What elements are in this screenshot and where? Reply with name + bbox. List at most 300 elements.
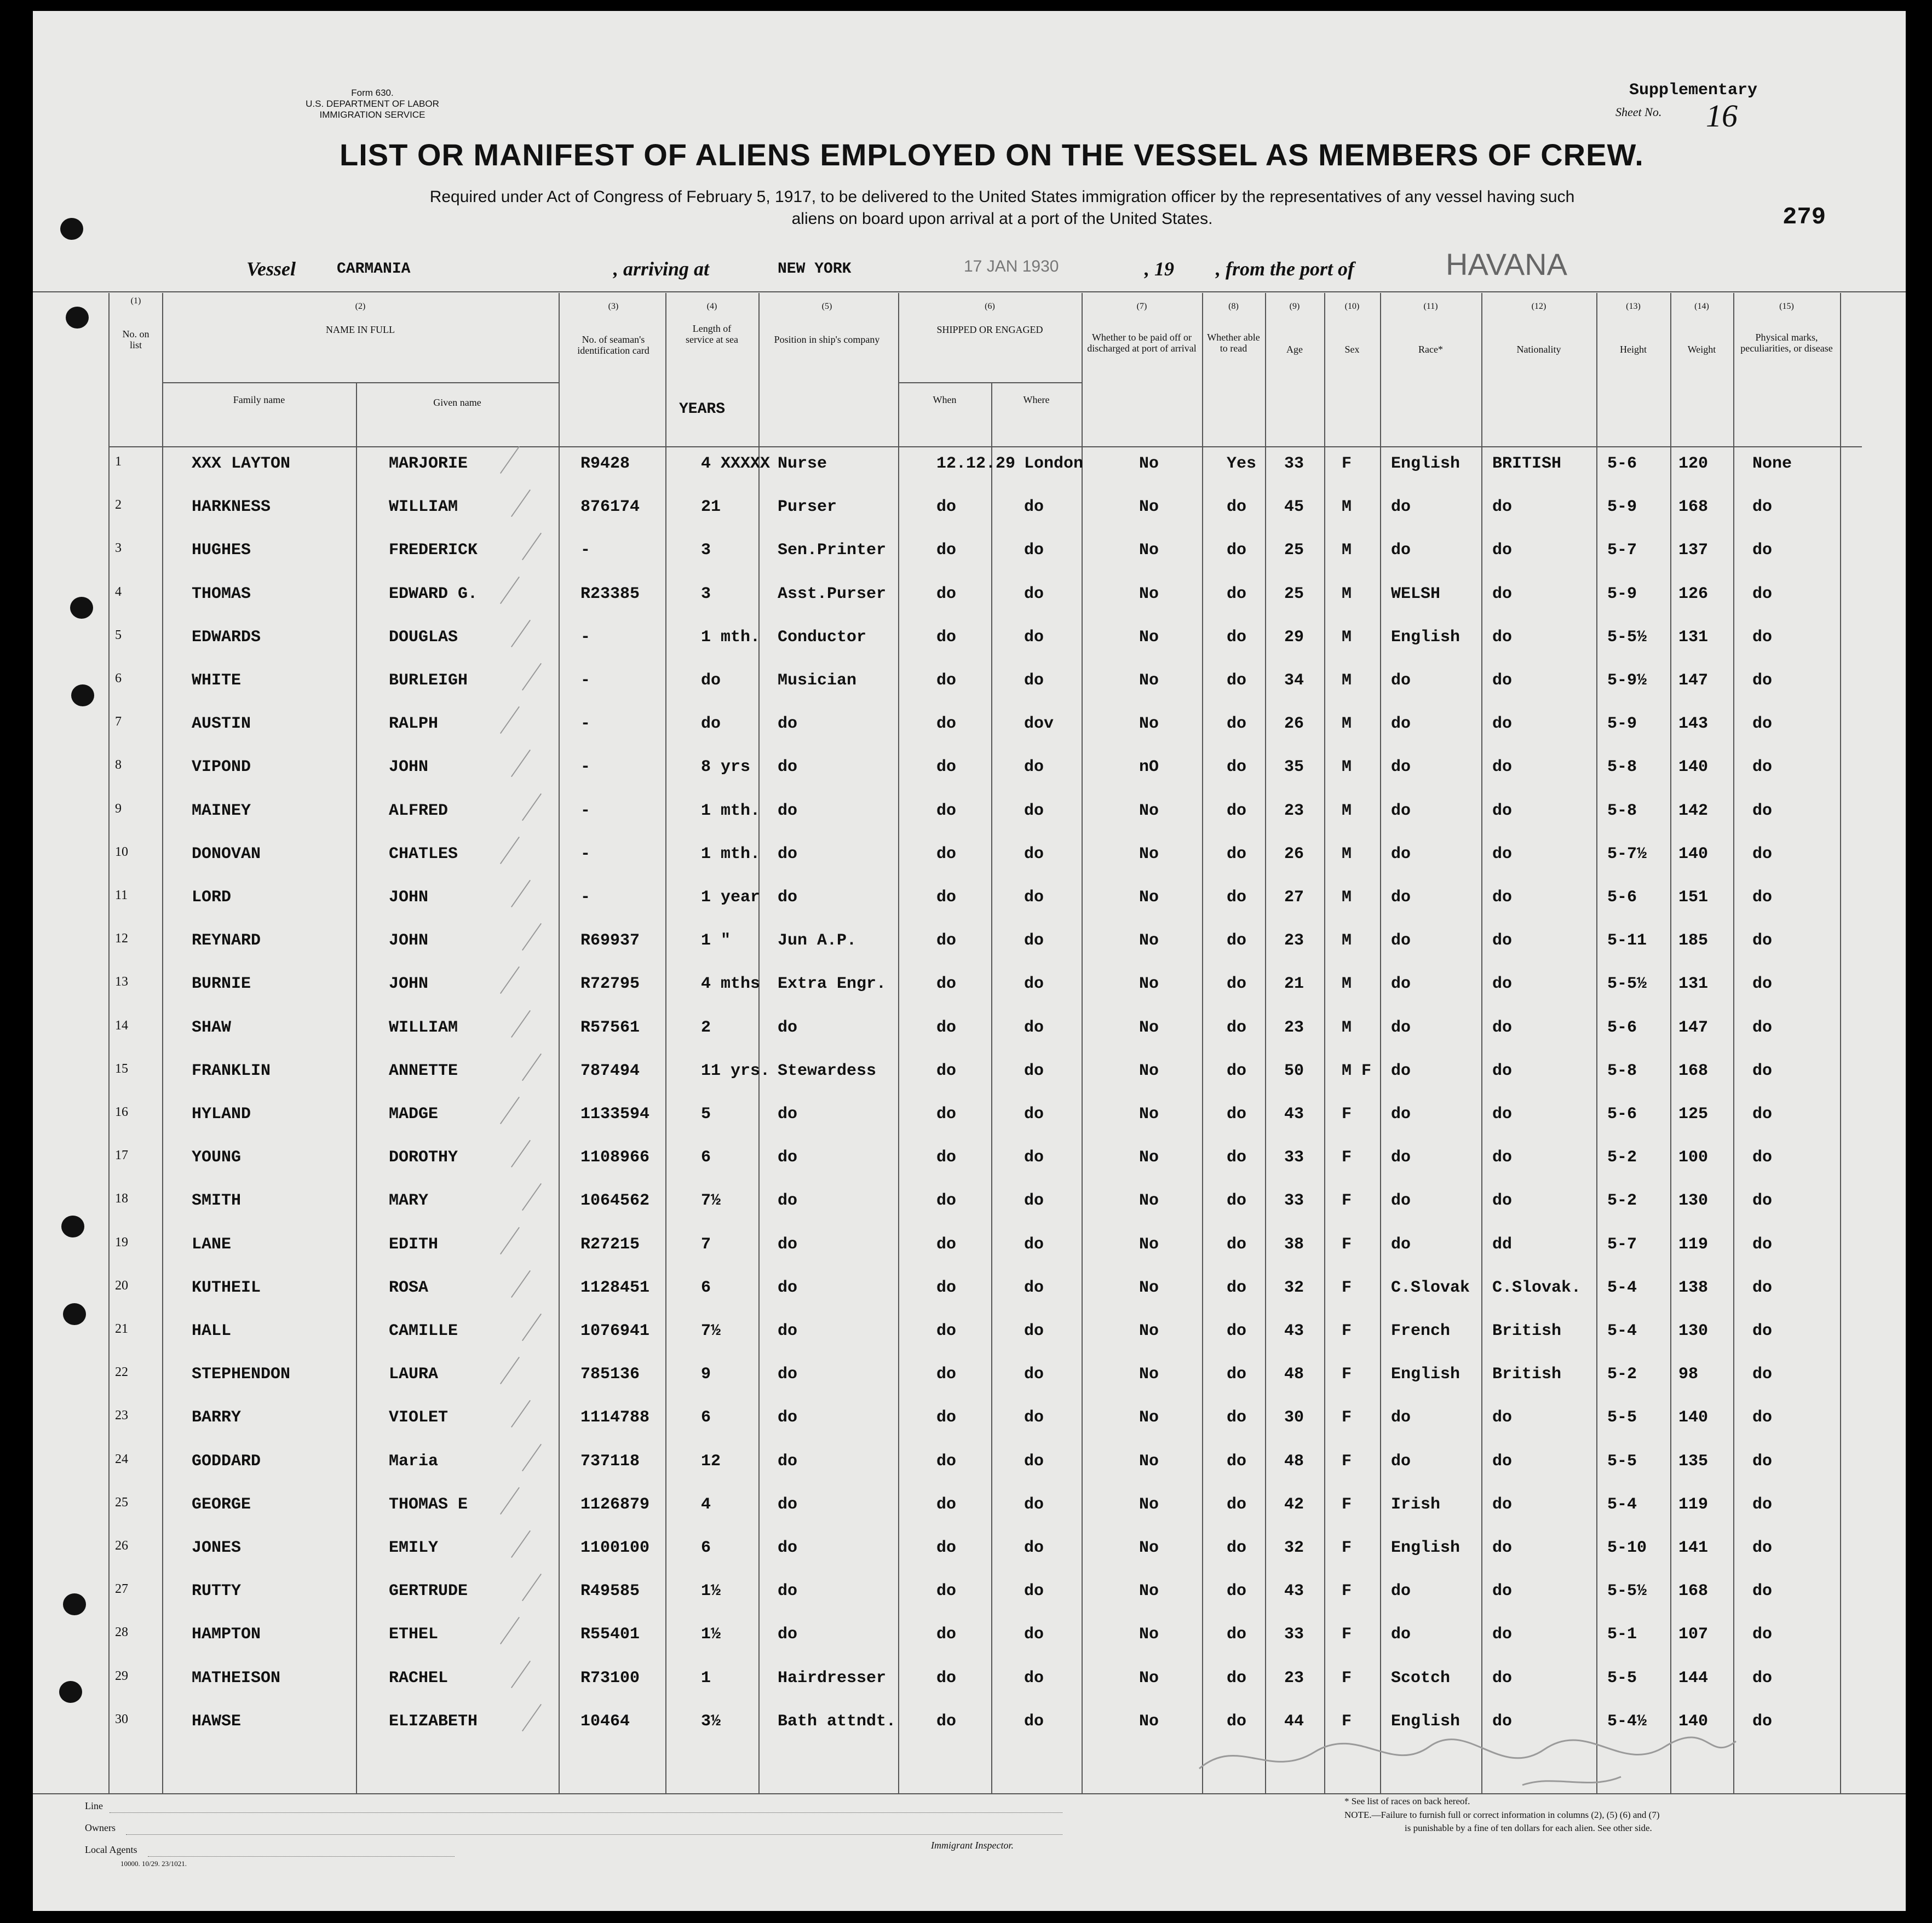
cell-list-number: 20 <box>115 1278 128 1293</box>
cell-given-name: CHATLES <box>389 844 458 863</box>
cell-engaged-where: do <box>1024 627 1044 647</box>
department: U.S. DEPARTMENT OF LABOR <box>306 99 439 109</box>
col9-label: Age <box>1286 344 1303 355</box>
cell-engaged-where: do <box>1024 758 1044 777</box>
cell-weight: 120 <box>1678 454 1709 473</box>
cell-nationality: do <box>1492 1712 1513 1731</box>
cell-given-name: DOROTHY <box>389 1148 458 1167</box>
cell-list-number: 17 <box>115 1148 128 1163</box>
cell-engaged-where: do <box>1024 1582 1044 1601</box>
cell-family-name: BURNIE <box>192 975 251 994</box>
cell-family-name: THOMAS <box>192 584 251 603</box>
cell-ship-position: do <box>778 1018 798 1037</box>
cell-family-name: GEORGE <box>192 1495 251 1514</box>
cell-given-name: ANNETTE <box>389 1061 458 1080</box>
cell-able-to-read: do <box>1227 584 1247 603</box>
crew-table-body <box>33 11 1906 1911</box>
cell-physical-marks: do <box>1752 931 1773 951</box>
cell-id-card-number: 1100100 <box>580 1539 650 1557</box>
cell-age: 23 <box>1284 801 1304 820</box>
table-row <box>33 1191 1906 1234</box>
cell-height: 5-8 <box>1607 801 1637 820</box>
cell-service-length: 7 <box>701 1235 711 1254</box>
cell-physical-marks: do <box>1752 1365 1773 1384</box>
cell-nationality: do <box>1492 931 1513 951</box>
cell-paid-off: No <box>1139 801 1159 820</box>
cell-physical-marks: do <box>1752 1278 1773 1297</box>
cell-engaged-when: do <box>936 584 957 603</box>
cell-sex: M <box>1342 844 1352 863</box>
cell-id-card-number: - <box>580 715 591 734</box>
cell-engaged-when: do <box>936 1105 957 1124</box>
cell-list-number: 26 <box>115 1539 128 1553</box>
cell-weight: 130 <box>1678 1322 1709 1340</box>
cell-nationality: do <box>1492 715 1513 734</box>
cell-list-number: 2 <box>115 498 122 513</box>
cell-engaged-when: do <box>936 844 957 863</box>
cell-list-number: 11 <box>115 888 128 902</box>
cell-list-number: 12 <box>115 931 128 946</box>
cell-height: 5-11 <box>1607 931 1647 951</box>
cell-id-card-number: - <box>580 627 591 647</box>
col11-label: Race* <box>1418 344 1443 355</box>
cell-ship-position: Jun A.P. <box>778 931 857 951</box>
table-row <box>33 671 1906 714</box>
cell-engaged-where: do <box>1024 541 1044 560</box>
cell-weight: 185 <box>1678 931 1709 951</box>
cell-race: do <box>1391 1105 1411 1124</box>
cell-list-number: 27 <box>115 1582 128 1597</box>
cell-able-to-read: do <box>1227 1148 1247 1167</box>
cell-ship-position: Musician <box>778 671 857 690</box>
cell-weight: 126 <box>1678 584 1709 603</box>
cell-service-length: do <box>701 715 721 734</box>
cell-height: 5-5½ <box>1607 1582 1647 1601</box>
owners-rule <box>126 1834 1062 1835</box>
cell-race: do <box>1391 888 1411 907</box>
cell-paid-off: No <box>1139 1322 1159 1340</box>
cell-engaged-where: do <box>1024 975 1044 994</box>
cell-nationality: do <box>1492 541 1513 560</box>
cell-sex: M <box>1342 888 1352 907</box>
cell-id-card-number: 1108966 <box>580 1148 650 1167</box>
cell-family-name: SHAW <box>192 1018 232 1037</box>
line-rule <box>110 1812 1062 1813</box>
cell-age: 35 <box>1284 758 1304 777</box>
cell-physical-marks: do <box>1752 1668 1773 1688</box>
cell-given-name: ETHEL <box>389 1625 439 1644</box>
cell-height: 5-9 <box>1607 584 1637 603</box>
cell-weight: 140 <box>1678 1408 1709 1427</box>
cell-engaged-where: do <box>1024 801 1044 820</box>
cell-ship-position: do <box>778 1322 798 1340</box>
cell-nationality: dd <box>1492 1235 1513 1254</box>
sheet-label: Sheet No. <box>1615 105 1662 119</box>
col4-label: Length of service at sea <box>686 323 738 345</box>
col5-label: Position in ship's company <box>774 334 880 345</box>
cell-sex: M <box>1342 801 1352 820</box>
cell-given-name: EMILY <box>389 1539 439 1557</box>
cell-race: do <box>1391 931 1411 951</box>
vessel-label: Vessel <box>246 258 296 280</box>
cell-height: 5-6 <box>1607 454 1637 473</box>
cell-sex: F <box>1342 1105 1352 1124</box>
cell-height: 5-4½ <box>1607 1712 1647 1731</box>
cell-race: do <box>1391 715 1411 734</box>
cell-physical-marks: do <box>1752 584 1773 603</box>
cell-service-length: 21 <box>701 498 721 517</box>
cell-race: Irish <box>1391 1495 1441 1514</box>
col3-number: (3) <box>608 302 619 311</box>
cell-engaged-where: do <box>1024 888 1044 907</box>
col1-label: No. on list <box>122 329 150 350</box>
cell-able-to-read: do <box>1227 1582 1247 1601</box>
cell-able-to-read: Yes <box>1227 454 1257 473</box>
cell-family-name: HARKNESS <box>192 498 271 517</box>
cell-paid-off: No <box>1139 1452 1159 1471</box>
sheet-number: 16 <box>1706 98 1738 134</box>
cell-family-name: HALL <box>192 1322 232 1340</box>
cell-service-length: 6 <box>701 1408 711 1427</box>
table-row <box>33 1625 1906 1668</box>
cell-list-number: 22 <box>115 1365 128 1380</box>
cell-ship-position: Asst.Purser <box>778 584 887 603</box>
cell-race: do <box>1391 671 1411 690</box>
cell-ship-position: do <box>778 758 798 777</box>
cell-sex: F <box>1342 1582 1352 1601</box>
cell-id-card-number: 785136 <box>580 1365 640 1384</box>
cell-race: English <box>1391 454 1461 473</box>
cell-engaged-when: do <box>936 498 957 517</box>
manifest-title: LIST OR MANIFEST OF ALIENS EMPLOYED ON THE VESSEL AS MEMBERS OF CREW. <box>340 137 1644 172</box>
service: IMMIGRATION SERVICE <box>319 110 426 120</box>
cell-weight: 138 <box>1678 1278 1709 1297</box>
cell-race: do <box>1391 1625 1411 1644</box>
col7-number: (7) <box>1136 302 1147 311</box>
col5-number: (5) <box>821 302 832 311</box>
cell-physical-marks: do <box>1752 758 1773 777</box>
cell-age: 45 <box>1284 498 1304 517</box>
year-label: , 19 <box>1145 258 1174 280</box>
cell-height: 5-2 <box>1607 1365 1637 1384</box>
given-name-header: Given name <box>433 397 481 408</box>
cell-family-name: XXX LAYTON <box>192 454 291 473</box>
col12-number: (12) <box>1531 302 1546 311</box>
cell-weight: 119 <box>1678 1495 1709 1514</box>
cell-nationality: do <box>1492 975 1513 994</box>
cell-nationality: do <box>1492 1408 1513 1427</box>
cell-race: do <box>1391 1408 1411 1427</box>
cell-list-number: 4 <box>115 584 122 599</box>
cell-ship-position: do <box>778 715 798 734</box>
cell-engaged-when: do <box>936 1235 957 1254</box>
cell-nationality: do <box>1492 671 1513 690</box>
col2-label: NAME IN FULL <box>326 324 395 335</box>
cell-engaged-where: do <box>1024 1061 1044 1080</box>
cell-id-card-number: R57561 <box>580 1018 640 1037</box>
cell-id-card-number: R27215 <box>580 1235 640 1254</box>
cell-ship-position: do <box>778 1625 798 1644</box>
cell-service-length: 1½ <box>701 1625 721 1644</box>
cell-age: 42 <box>1284 1495 1304 1514</box>
cell-able-to-read: do <box>1227 1235 1247 1254</box>
cell-given-name: THOMAS E <box>389 1495 468 1514</box>
cell-service-length: 4 XXXXX <box>701 454 771 473</box>
cell-physical-marks: None <box>1752 454 1792 473</box>
subtitle-line-1: Required under Act of Congress of February 5, 1917, to be delivered to the United States immigration officer by the representatives of any vessel having such <box>429 188 1575 206</box>
cell-able-to-read: do <box>1227 1452 1247 1471</box>
cell-list-number: 21 <box>115 1322 128 1336</box>
cell-id-card-number: - <box>580 801 591 820</box>
form-number: Form 630. <box>351 88 394 98</box>
binder-hole <box>66 307 89 329</box>
cell-family-name: HUGHES <box>192 541 251 560</box>
cell-able-to-read: do <box>1227 498 1247 517</box>
cell-race: do <box>1391 975 1411 994</box>
cell-id-card-number: R49585 <box>580 1582 640 1601</box>
cell-physical-marks: do <box>1752 1148 1773 1167</box>
cell-family-name: MAINEY <box>192 801 251 820</box>
cell-service-length: 4 mths <box>701 975 761 994</box>
cell-nationality: do <box>1492 758 1513 777</box>
cell-id-card-number: 737118 <box>580 1452 640 1471</box>
table-row <box>33 1105 1906 1148</box>
cell-height: 5-5½ <box>1607 627 1647 647</box>
col1-number: (1) <box>130 296 141 306</box>
cell-physical-marks: do <box>1752 1191 1773 1211</box>
cell-service-length: 1 <box>701 1668 711 1688</box>
cell-engaged-when: do <box>936 1582 957 1601</box>
cell-able-to-read: do <box>1227 801 1247 820</box>
cell-physical-marks: do <box>1752 1408 1773 1427</box>
cell-list-number: 28 <box>115 1625 128 1640</box>
cell-id-card-number: R9428 <box>580 454 630 473</box>
col6-label: SHIPPED OR ENGAGED <box>936 324 1043 335</box>
cell-race: do <box>1391 1191 1411 1211</box>
cell-height: 5-6 <box>1607 888 1637 907</box>
cell-id-card-number: 876174 <box>580 498 640 517</box>
cell-sex: M <box>1342 541 1352 560</box>
cell-list-number: 18 <box>115 1191 128 1206</box>
col9-number: (9) <box>1289 302 1300 311</box>
cell-family-name: SMITH <box>192 1191 242 1211</box>
cell-list-number: 13 <box>115 975 128 989</box>
cell-sex: F <box>1342 454 1352 473</box>
cell-engaged-where: do <box>1024 1148 1044 1167</box>
cell-engaged-when: do <box>936 1625 957 1644</box>
cell-height: 5-2 <box>1607 1191 1637 1211</box>
cell-service-length: 6 <box>701 1148 711 1167</box>
cell-paid-off: No <box>1139 541 1159 560</box>
cell-nationality: do <box>1492 1018 1513 1037</box>
cell-sex: F <box>1342 1712 1352 1731</box>
cell-paid-off: No <box>1139 931 1159 951</box>
cell-engaged-where: do <box>1024 1322 1044 1340</box>
cell-service-length: 6 <box>701 1539 711 1557</box>
cell-sex: F <box>1342 1408 1352 1427</box>
cell-height: 5-7 <box>1607 1235 1637 1254</box>
cell-given-name: DOUGLAS <box>389 627 458 647</box>
cell-family-name: LORD <box>192 888 232 907</box>
table-row <box>33 1018 1906 1061</box>
cell-ship-position: do <box>778 1452 798 1471</box>
cell-sex: F <box>1342 1191 1352 1211</box>
cell-sex: F <box>1342 1322 1352 1340</box>
cell-engaged-where: do <box>1024 1278 1044 1297</box>
cell-race: C.Slovak <box>1391 1278 1470 1297</box>
print-code: 10000. 10/29. 23/1021. <box>120 1859 187 1868</box>
cell-list-number: 10 <box>115 844 128 859</box>
cell-given-name: MARJORIE <box>389 454 468 473</box>
table-row <box>33 1539 1906 1581</box>
subtitle-line-2: aliens on board upon arrival at a port of the United States. <box>791 210 1213 228</box>
cell-race: Scotch <box>1391 1668 1451 1688</box>
cell-sex: F <box>1342 1452 1352 1471</box>
cell-age: 25 <box>1284 584 1304 603</box>
col10-number: (10) <box>1344 302 1360 311</box>
cell-service-length: 7½ <box>701 1191 721 1211</box>
cell-nationality: do <box>1492 844 1513 863</box>
cell-nationality: do <box>1492 1452 1513 1471</box>
cell-age: 26 <box>1284 844 1304 863</box>
cell-ship-position: do <box>778 844 798 863</box>
cell-paid-off: No <box>1139 715 1159 734</box>
when-header: When <box>933 394 957 405</box>
cell-weight: 140 <box>1678 844 1709 863</box>
cell-given-name: GERTRUDE <box>389 1582 468 1601</box>
cell-family-name: YOUNG <box>192 1148 242 1167</box>
cell-engaged-where: dov <box>1024 715 1054 734</box>
cell-height: 5-9½ <box>1607 671 1647 690</box>
cell-service-length: 1 year <box>701 888 761 907</box>
cell-nationality: British <box>1492 1365 1562 1384</box>
penalty-note-line-1: NOTE.—Failure to furnish full or correct information in columns (2), (5) (6) and (7) <box>1344 1810 1660 1820</box>
cell-ship-position: Nurse <box>778 454 827 473</box>
cell-id-card-number: R69937 <box>580 931 640 951</box>
cell-list-number: 7 <box>115 715 122 729</box>
cell-sex: F <box>1342 1668 1352 1688</box>
cell-family-name: EDWARDS <box>192 627 261 647</box>
cell-sex: F <box>1342 1278 1352 1297</box>
cell-able-to-read: do <box>1227 1018 1247 1037</box>
cell-family-name: FRANKLIN <box>192 1061 271 1080</box>
cell-nationality: do <box>1492 801 1513 820</box>
cell-list-number: 24 <box>115 1452 128 1466</box>
table-row <box>33 1408 1906 1451</box>
cell-age: 48 <box>1284 1365 1304 1384</box>
cell-id-card-number: R55401 <box>580 1625 640 1644</box>
cell-weight: 151 <box>1678 888 1709 907</box>
cell-family-name: LANE <box>192 1235 232 1254</box>
cell-race: do <box>1391 1452 1411 1471</box>
cell-given-name: JOHN <box>389 975 429 994</box>
cell-height: 5-5 <box>1607 1452 1637 1471</box>
cell-paid-off: No <box>1139 1148 1159 1167</box>
cell-weight: 135 <box>1678 1452 1709 1471</box>
cell-sex: F <box>1342 1365 1352 1384</box>
cell-list-number: 8 <box>115 758 122 773</box>
cell-engaged-where: do <box>1024 1191 1044 1211</box>
col4-number: (4) <box>706 302 717 311</box>
cell-given-name: WILLIAM <box>389 498 458 517</box>
cell-sex: M <box>1342 1018 1352 1037</box>
cell-ship-position: do <box>778 1278 798 1297</box>
cell-able-to-read: do <box>1227 975 1247 994</box>
cell-age: 34 <box>1284 671 1304 690</box>
cell-able-to-read: do <box>1227 1408 1247 1427</box>
cell-height: 5-4 <box>1607 1322 1637 1340</box>
cell-able-to-read: do <box>1227 1322 1247 1340</box>
cell-engaged-where: do <box>1024 584 1044 603</box>
cell-service-length: 1 mth. <box>701 627 761 647</box>
cell-engaged-when: do <box>936 1061 957 1080</box>
cell-list-number: 23 <box>115 1408 128 1423</box>
cell-height: 5-4 <box>1607 1278 1637 1297</box>
cell-age: 23 <box>1284 931 1304 951</box>
cell-sex: M <box>1342 758 1352 777</box>
table-row <box>33 802 1906 844</box>
cell-ship-position: Purser <box>778 498 837 517</box>
col11-number: (11) <box>1423 302 1438 311</box>
cell-paid-off: nO <box>1139 758 1159 777</box>
from-port-stamp: HAVANA <box>1446 247 1567 281</box>
cell-age: 33 <box>1284 1148 1304 1167</box>
cell-family-name: KUTHEIL <box>192 1278 261 1297</box>
cell-given-name: ELIZABETH <box>389 1712 478 1731</box>
cell-age: 33 <box>1284 1191 1304 1211</box>
cell-id-card-number: 10464 <box>580 1712 630 1731</box>
cell-id-card-number: - <box>580 758 591 777</box>
cell-height: 5-9 <box>1607 498 1637 517</box>
years-handwritten: YEARS <box>679 401 726 418</box>
cell-race: do <box>1391 801 1411 820</box>
cell-engaged-where: do <box>1024 1452 1044 1471</box>
cell-service-length: 12 <box>701 1452 721 1471</box>
col13-label: Height <box>1620 344 1647 355</box>
cell-height: 5-7 <box>1607 541 1637 560</box>
cell-race: do <box>1391 1018 1411 1037</box>
cell-height: 5-5 <box>1607 1668 1637 1688</box>
cell-race: do <box>1391 541 1411 560</box>
cell-height: 5-6 <box>1607 1105 1637 1124</box>
cell-paid-off: No <box>1139 671 1159 690</box>
cell-age: 43 <box>1284 1105 1304 1124</box>
cell-paid-off: No <box>1139 1365 1159 1384</box>
cell-weight: 119 <box>1678 1235 1709 1254</box>
cell-nationality: do <box>1492 1191 1513 1211</box>
cell-family-name: AUSTIN <box>192 715 251 734</box>
vessel-name: CARMANIA <box>337 261 411 278</box>
binder-hole <box>59 1681 82 1703</box>
cell-id-card-number: 787494 <box>580 1061 640 1080</box>
cell-paid-off: No <box>1139 1539 1159 1557</box>
cell-engaged-where: do <box>1024 1105 1044 1124</box>
cell-given-name: RALPH <box>389 715 439 734</box>
cell-age: 23 <box>1284 1018 1304 1037</box>
cell-race: French <box>1391 1322 1451 1340</box>
table-row <box>33 498 1906 540</box>
cell-physical-marks: do <box>1752 1018 1773 1037</box>
cell-weight: 131 <box>1678 975 1709 994</box>
cell-physical-marks: do <box>1752 1322 1773 1340</box>
col15-label: Physical marks, peculiarities, or disease <box>1740 332 1833 354</box>
cell-able-to-read: do <box>1227 715 1247 734</box>
cell-paid-off: No <box>1139 1235 1159 1254</box>
table-row <box>33 758 1906 801</box>
table-row <box>33 715 1906 757</box>
cell-physical-marks: do <box>1752 1061 1773 1080</box>
cell-list-number: 9 <box>115 801 122 816</box>
